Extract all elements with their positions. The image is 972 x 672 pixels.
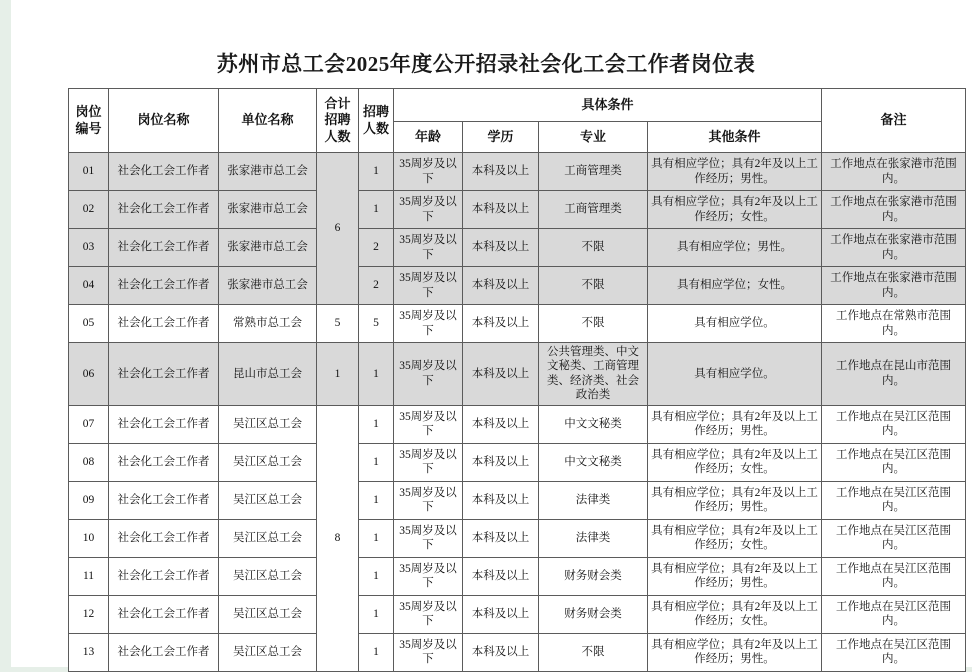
table-row[interactable] — [69, 557, 966, 595]
table-row[interactable] — [69, 443, 966, 481]
cell-major: 财务财会类 — [539, 557, 648, 595]
cell-post-name: 社会化工会工作者 — [109, 519, 219, 557]
cell-post-name: 社会化工会工作者 — [109, 191, 219, 229]
page-title: 苏州市总工会2025年度公开招录社会化工会工作者岗位表 — [216, 52, 756, 76]
cell-other-conditions: 具有相应学位；女性。 — [648, 267, 822, 305]
cell-education: 本科及以上 — [463, 229, 539, 267]
cell-unit-name: 吴江区总工会 — [219, 595, 317, 633]
cell-post-no: 10 — [69, 519, 109, 557]
cell-unit-name: 吴江区总工会 — [219, 405, 317, 443]
cell-count: 1 — [359, 153, 394, 191]
cell-major: 中文文秘类 — [539, 443, 648, 481]
header-conditions-group: 具体条件 — [394, 89, 822, 122]
cell-age: 35周岁及以下 — [394, 557, 463, 595]
cell-other-conditions: 具有相应学位。 — [648, 343, 822, 406]
cell-remark: 工作地点在张家港市范围内。 — [822, 267, 966, 305]
cell-age: 35周岁及以下 — [394, 191, 463, 229]
cell-unit-name: 张家港市总工会 — [219, 191, 317, 229]
cell-major: 不限 — [539, 267, 648, 305]
header-total-count: 合计招聘人数 — [317, 89, 359, 153]
cell-post-name: 社会化工会工作者 — [109, 557, 219, 595]
cell-education: 本科及以上 — [463, 443, 539, 481]
header-age: 年龄 — [394, 122, 463, 153]
cell-post-no: 03 — [69, 229, 109, 267]
table-row[interactable] — [69, 305, 966, 343]
cell-post-name: 社会化工会工作者 — [109, 229, 219, 267]
cell-post-name: 社会化工会工作者 — [109, 153, 219, 191]
cell-unit-name: 张家港市总工会 — [219, 153, 317, 191]
cell-total-count: 8 — [317, 405, 359, 671]
cell-other-conditions: 具有相应学位；具有2年及以上工作经历；男性。 — [648, 153, 822, 191]
table-header — [69, 89, 966, 153]
cell-education: 本科及以上 — [463, 343, 539, 406]
cell-education: 本科及以上 — [463, 633, 539, 671]
cell-post-no: 05 — [69, 305, 109, 343]
cell-count: 1 — [359, 519, 394, 557]
cell-post-name: 社会化工会工作者 — [109, 481, 219, 519]
cell-age: 35周岁及以下 — [394, 405, 463, 443]
cell-count: 5 — [359, 305, 394, 343]
cell-age: 35周岁及以下 — [394, 519, 463, 557]
cell-remark: 工作地点在吴江区范围内。 — [822, 519, 966, 557]
cell-count: 1 — [359, 633, 394, 671]
table-row[interactable] — [69, 519, 966, 557]
cell-count: 2 — [359, 229, 394, 267]
cell-total-count: 5 — [317, 305, 359, 343]
table-header-row-1 — [69, 89, 966, 122]
cell-major: 不限 — [539, 305, 648, 343]
cell-post-no: 01 — [69, 153, 109, 191]
cell-education: 本科及以上 — [463, 153, 539, 191]
table-row[interactable] — [69, 343, 966, 406]
cell-remark: 工作地点在吴江区范围内。 — [822, 481, 966, 519]
cell-age: 35周岁及以下 — [394, 153, 463, 191]
cell-remark: 工作地点在吴江区范围内。 — [822, 443, 966, 481]
cell-age: 35周岁及以下 — [394, 481, 463, 519]
cell-unit-name: 常熟市总工会 — [219, 305, 317, 343]
cell-major: 工商管理类 — [539, 153, 648, 191]
cell-post-name: 社会化工会工作者 — [109, 595, 219, 633]
cell-unit-name: 吴江区总工会 — [219, 633, 317, 671]
cell-major: 不限 — [539, 633, 648, 671]
cell-post-name: 社会化工会工作者 — [109, 443, 219, 481]
header-unit-name: 单位名称 — [219, 89, 317, 153]
cell-unit-name: 张家港市总工会 — [219, 229, 317, 267]
cell-post-no: 06 — [69, 343, 109, 406]
cell-other-conditions: 具有相应学位；男性。 — [648, 229, 822, 267]
cell-unit-name: 昆山市总工会 — [219, 343, 317, 406]
cell-education: 本科及以上 — [463, 481, 539, 519]
cell-unit-name: 吴江区总工会 — [219, 557, 317, 595]
cell-major: 不限 — [539, 229, 648, 267]
cell-education: 本科及以上 — [463, 557, 539, 595]
cell-other-conditions: 具有相应学位；具有2年及以上工作经历；女性。 — [648, 595, 822, 633]
cell-remark: 工作地点在张家港市范围内。 — [822, 191, 966, 229]
cell-remark: 工作地点在吴江区范围内。 — [822, 633, 966, 671]
cell-other-conditions: 具有相应学位；具有2年及以上工作经历；男性。 — [648, 557, 822, 595]
table-row[interactable] — [69, 405, 966, 443]
cell-age: 35周岁及以下 — [394, 633, 463, 671]
cell-education: 本科及以上 — [463, 267, 539, 305]
cell-post-no: 02 — [69, 191, 109, 229]
header-other-conditions: 其他条件 — [648, 122, 822, 153]
cell-education: 本科及以上 — [463, 191, 539, 229]
header-post-no: 岗位编号 — [69, 89, 109, 153]
cell-other-conditions: 具有相应学位；具有2年及以上工作经历；女性。 — [648, 443, 822, 481]
cell-remark: 工作地点在张家港市范围内。 — [822, 153, 966, 191]
document-page — [11, 0, 972, 667]
cell-post-name: 社会化工会工作者 — [109, 343, 219, 406]
table-row[interactable] — [69, 191, 966, 229]
cell-major: 财务财会类 — [539, 595, 648, 633]
cell-post-no: 09 — [69, 481, 109, 519]
cell-post-name: 社会化工会工作者 — [109, 633, 219, 671]
cell-post-name: 社会化工会工作者 — [109, 405, 219, 443]
cell-post-name: 社会化工会工作者 — [109, 305, 219, 343]
cell-post-no: 07 — [69, 405, 109, 443]
cell-major: 公共管理类、中文文秘类、工商管理类、经济类、社会政治类 — [539, 343, 648, 406]
cell-post-no: 13 — [69, 633, 109, 671]
cell-total-count: 1 — [317, 343, 359, 406]
header-remark: 备注 — [822, 89, 966, 153]
cell-age: 35周岁及以下 — [394, 305, 463, 343]
header-post-name: 岗位名称 — [109, 89, 219, 153]
table-body — [69, 153, 966, 672]
table-row[interactable] — [69, 153, 966, 191]
cell-other-conditions: 具有相应学位；具有2年及以上工作经历；男性。 — [648, 633, 822, 671]
cell-age: 35周岁及以下 — [394, 267, 463, 305]
cell-unit-name: 吴江区总工会 — [219, 443, 317, 481]
header-count: 招聘人数 — [359, 89, 394, 153]
cell-remark: 工作地点在昆山市范围内。 — [822, 343, 966, 406]
cell-count: 1 — [359, 191, 394, 229]
cell-age: 35周岁及以下 — [394, 343, 463, 406]
cell-count: 1 — [359, 343, 394, 406]
job-positions-table — [68, 88, 966, 672]
cell-count: 2 — [359, 267, 394, 305]
cell-post-no: 08 — [69, 443, 109, 481]
cell-education: 本科及以上 — [463, 595, 539, 633]
table-row[interactable] — [69, 633, 966, 671]
cell-age: 35周岁及以下 — [394, 443, 463, 481]
cell-total-count: 6 — [317, 153, 359, 305]
table-row[interactable] — [69, 229, 966, 267]
cell-post-name: 社会化工会工作者 — [109, 267, 219, 305]
cell-other-conditions: 具有相应学位；具有2年及以上工作经历；女性。 — [648, 519, 822, 557]
cell-other-conditions: 具有相应学位；具有2年及以上工作经历；女性。 — [648, 191, 822, 229]
cell-age: 35周岁及以下 — [394, 595, 463, 633]
cell-unit-name: 张家港市总工会 — [219, 267, 317, 305]
cell-count: 1 — [359, 595, 394, 633]
cell-post-no: 04 — [69, 267, 109, 305]
cell-count: 1 — [359, 405, 394, 443]
table-row[interactable] — [69, 267, 966, 305]
cell-other-conditions: 具有相应学位。 — [648, 305, 822, 343]
cell-unit-name: 吴江区总工会 — [219, 481, 317, 519]
cell-count: 1 — [359, 557, 394, 595]
cell-other-conditions: 具有相应学位；具有2年及以上工作经历；男性。 — [648, 405, 822, 443]
header-major: 专业 — [539, 122, 648, 153]
cell-remark: 工作地点在常熟市范围内。 — [822, 305, 966, 343]
cell-major: 法律类 — [539, 519, 648, 557]
table-row[interactable] — [69, 595, 966, 633]
job-positions-table-container — [68, 88, 957, 672]
cell-age: 35周岁及以下 — [394, 229, 463, 267]
cell-post-no: 11 — [69, 557, 109, 595]
cell-unit-name: 吴江区总工会 — [219, 519, 317, 557]
cell-education: 本科及以上 — [463, 519, 539, 557]
cell-education: 本科及以上 — [463, 305, 539, 343]
cell-count: 1 — [359, 481, 394, 519]
cell-major: 中文文秘类 — [539, 405, 648, 443]
table-row[interactable] — [69, 481, 966, 519]
cell-remark: 工作地点在吴江区范围内。 — [822, 595, 966, 633]
cell-remark: 工作地点在张家港市范围内。 — [822, 229, 966, 267]
cell-major: 法律类 — [539, 481, 648, 519]
cell-remark: 工作地点在吴江区范围内。 — [822, 405, 966, 443]
cell-count: 1 — [359, 443, 394, 481]
cell-major: 工商管理类 — [539, 191, 648, 229]
header-education: 学历 — [463, 122, 539, 153]
cell-remark: 工作地点在吴江区范围内。 — [822, 557, 966, 595]
cell-education: 本科及以上 — [463, 405, 539, 443]
cell-post-no: 12 — [69, 595, 109, 633]
cell-other-conditions: 具有相应学位；具有2年及以上工作经历；男性。 — [648, 481, 822, 519]
